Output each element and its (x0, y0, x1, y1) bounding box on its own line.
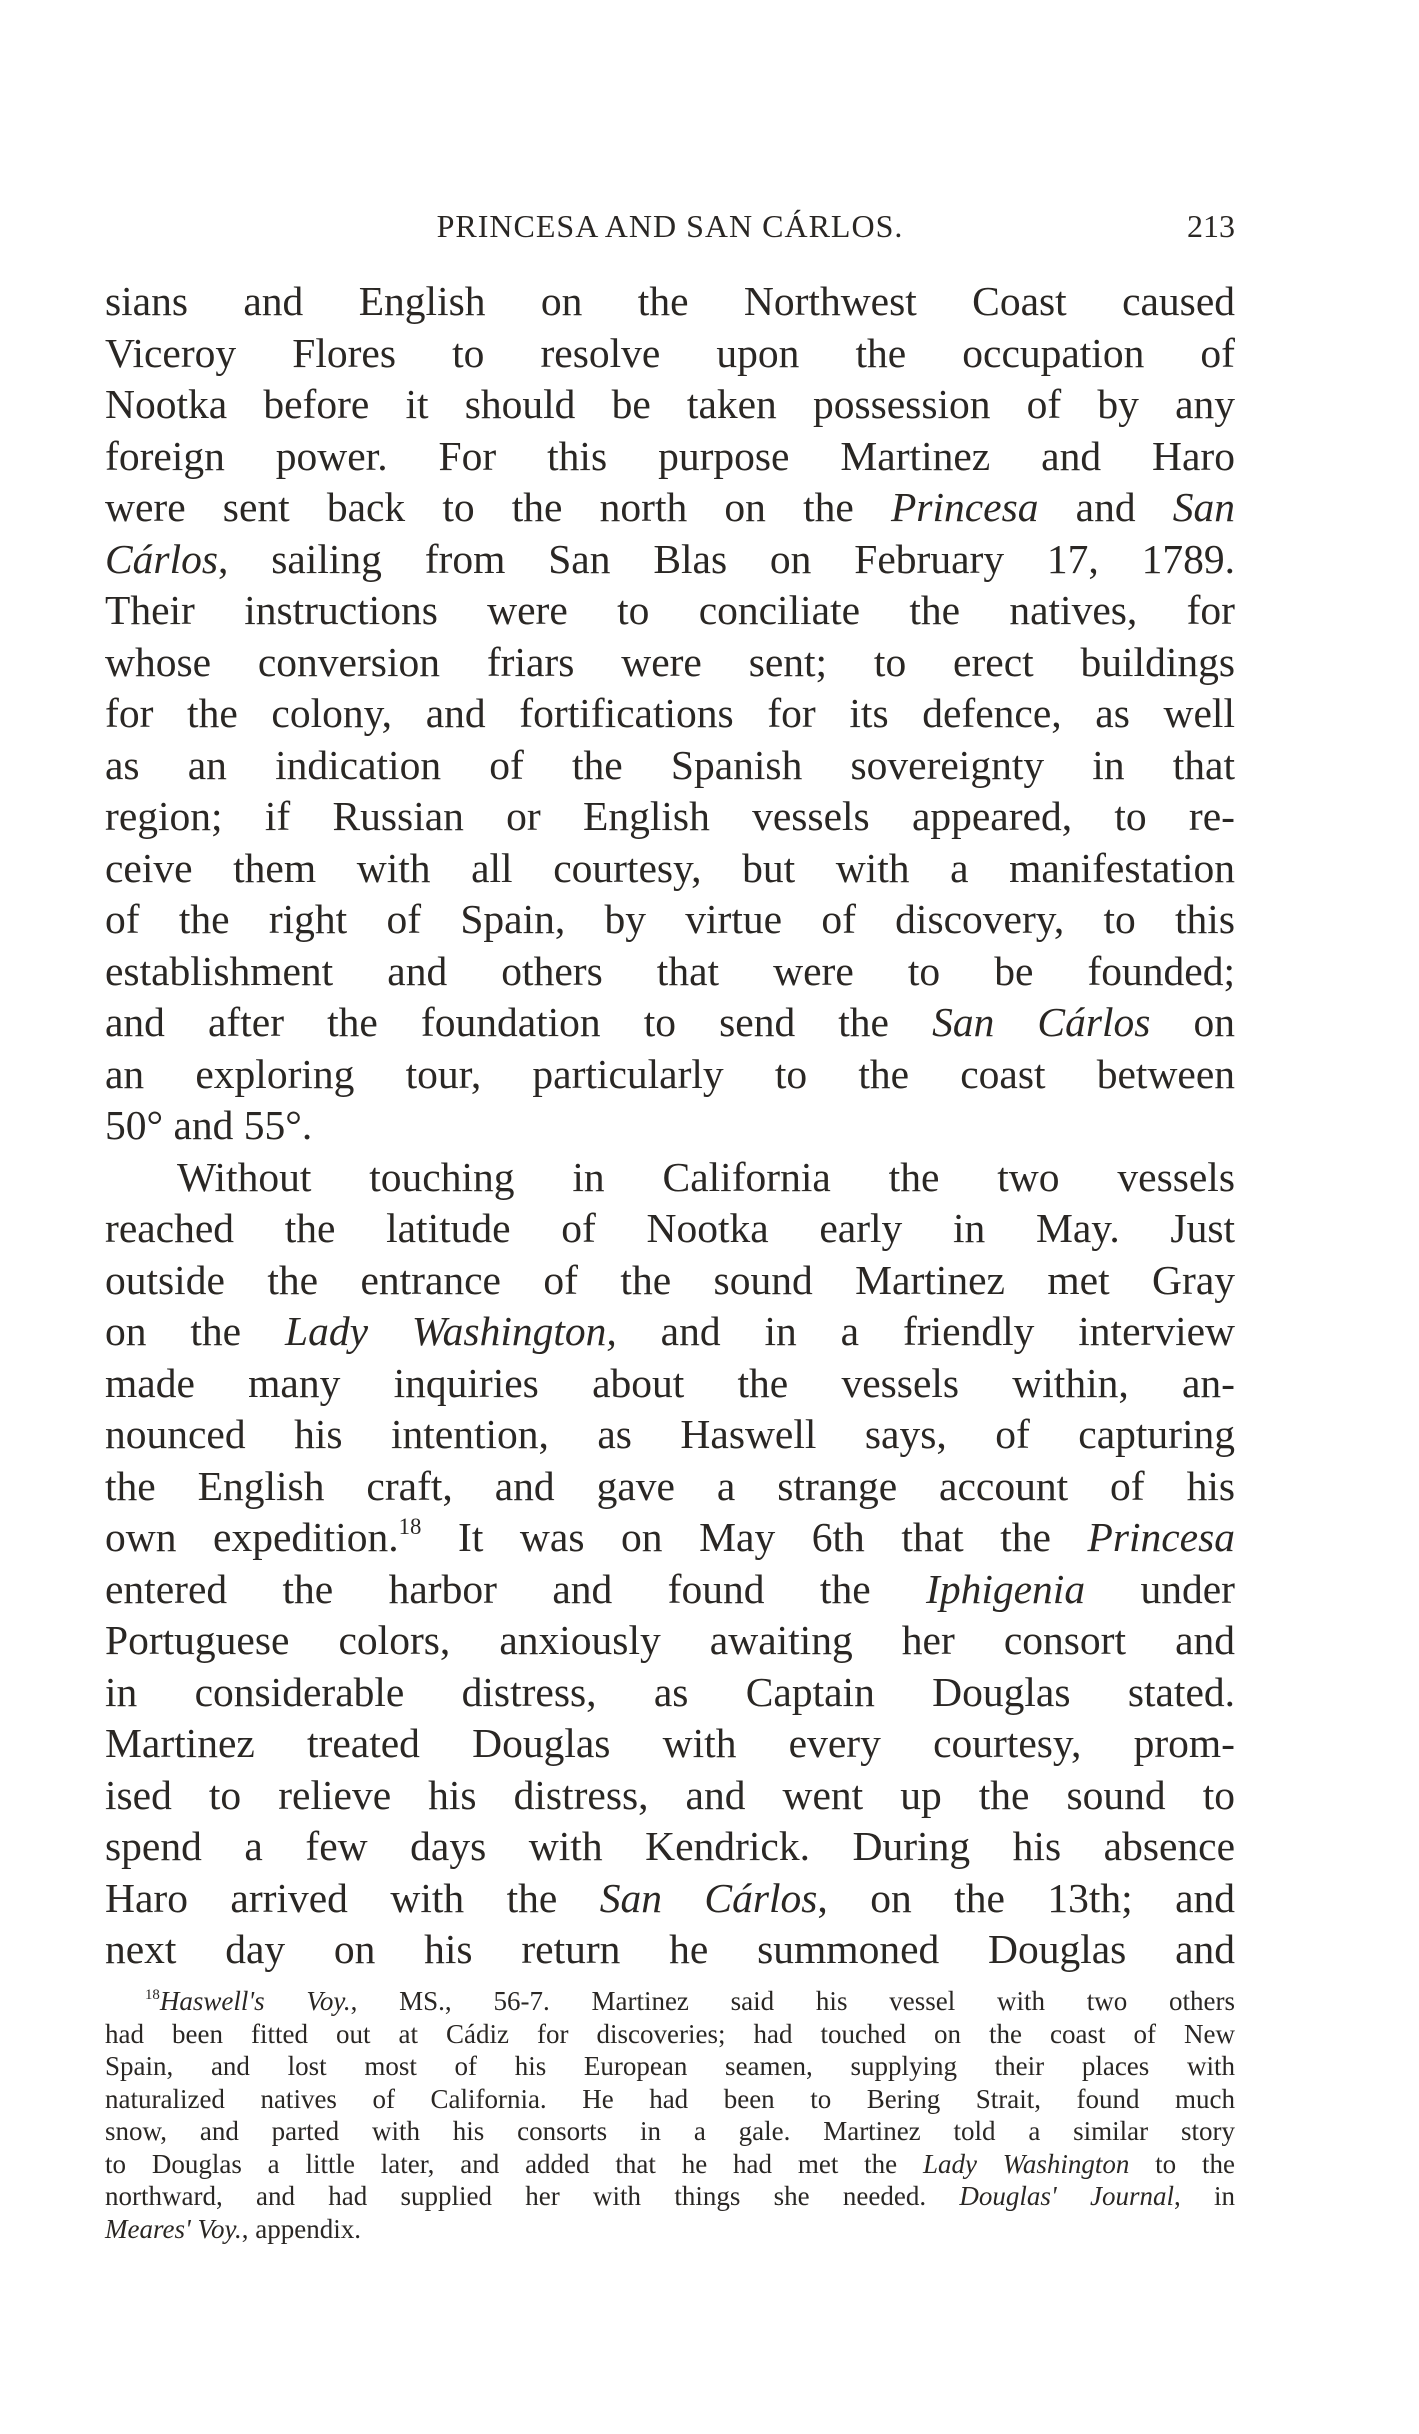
text-line: Haro arrived with the San Cárlos, on the 13th; and (105, 1874, 1235, 1921)
text-line: next day on his return he summoned Douglas and (105, 1926, 1235, 1972)
text-line: in considerable distress, as Captain Douglas stated. (105, 1668, 1235, 1715)
ship-name-lady-washington: Lady Washington, (285, 1308, 617, 1354)
page-number: 213 (1187, 208, 1235, 244)
text-line: on the Lady Washington, and in a friendly interview (105, 1308, 1235, 1354)
paragraph-start: Without touching in California the two vessels (177, 1153, 1235, 1200)
text-line: Portuguese colors, anxiously awaiting her consort and (105, 1617, 1235, 1663)
text-line: made many inquiries about the vessels within, an- (105, 1359, 1235, 1406)
footnote-line: Meares' Voy., appendix. (105, 2213, 361, 2244)
text-line: sians and English on the Northwest Coast caused (105, 278, 1235, 324)
ship-name-san-carlos: San Cárlos (599, 1874, 818, 1921)
text-line: spend a few days with Kendrick. During his absence (105, 1823, 1235, 1869)
text-line: reached the latitude of Nootka early in May. Just (105, 1205, 1235, 1251)
text-line: Viceroy Flores to resolve upon the occupation of (105, 329, 1235, 376)
footnote-line: $^{18}$Haswell's Voy., MS., 56-7. Martinez said his vessel with two others (145, 1986, 1235, 2016)
text-line: nounced his intention, as Haswell says, of capturing (105, 1411, 1235, 1457)
running-title: PRINCESA AND SAN CÁRLOS. (436, 208, 904, 244)
footnote-line: northward, and had supplied her with things she needed. Douglas' Journal, in (105, 2181, 1235, 2211)
text-line: Martinez treated Douglas with every courtesy, prom- (105, 1720, 1235, 1766)
text-line: ised to relieve his distress, and went up the sound to (105, 1771, 1235, 1818)
ship-name-san-carlos: San Cárlos (932, 999, 1151, 1045)
text-line: whose conversion friars were sent; to erect buildings (105, 638, 1235, 685)
ship-name-carlos: Cárlos (105, 535, 219, 582)
text-line: establishment and others that were to be founded; (105, 947, 1235, 994)
footnote-line: Spain, and lost most of his European seamen, supplying their places with (105, 2051, 1235, 2081)
text-line: foreign power. For this purpose Martinez and Haro (105, 432, 1235, 479)
ship-name-iphigenia: Iphigenia (926, 1565, 1086, 1612)
footnotes (105, 1985, 1235, 2245)
text-line: for the colony, and fortifications for its defence, as well (105, 690, 1235, 736)
text-line: entered the harbor and found the Iphigenia under (105, 1565, 1235, 1612)
text-line: and after the foundation to send the San Cárlos on (105, 999, 1236, 1045)
text-line: 50° and 55°. (105, 1102, 313, 1148)
text-line: outside the entrance of the sound Martinez met Gray (105, 1256, 1235, 1303)
text-line: the English craft, and gave a strange account of his (105, 1462, 1235, 1509)
text-line: own expedition.$^{18}$ It was on May 6th that the Princesa (105, 1513, 1235, 1560)
text-line: an exploring tour, particularly to the coast between (105, 1050, 1235, 1097)
text-line: Their instructions were to conciliate the natives, for (105, 587, 1235, 633)
footnote-line: snow, and parted with his consorts in a gale. Martinez told a similar story (105, 2116, 1235, 2146)
footnote-line: had been fitted out at Cádiz for discoveries; had touched on the coast of New (105, 2018, 1235, 2049)
text-line: of the right of Spain, by virtue of discovery, to this (105, 896, 1235, 942)
text-line: ceive them with all courtesy, but with a manifestation (105, 844, 1235, 891)
ship-name-princesa: Princesa (890, 484, 1039, 530)
footnote-line: naturalized natives of California. He had been to Bering Strait, found much (105, 2083, 1235, 2114)
text-line: as an indication of the Spanish sovereignty in that (105, 741, 1235, 788)
text-line: were sent back to the north on the Princesa and San (105, 484, 1235, 530)
text-line: region; if Russian or English vessels appeared, to re- (105, 793, 1235, 839)
running-head (105, 208, 1235, 252)
footnote-line: to Douglas a little later, and added that he had met the Lady Washington to the (105, 2148, 1235, 2179)
text-line: Cárlos, sailing from San Blas on February 17, 1789. (105, 535, 1235, 582)
body-text (105, 276, 1235, 1976)
text-line: Nootka before it should be taken possession of by any (105, 381, 1235, 427)
ship-name-princesa: Princesa (1087, 1514, 1235, 1560)
footnote-number: 18 (145, 1986, 160, 2003)
footnote-ref: 18 (398, 1513, 422, 1539)
ship-name-san: San (1172, 484, 1235, 530)
